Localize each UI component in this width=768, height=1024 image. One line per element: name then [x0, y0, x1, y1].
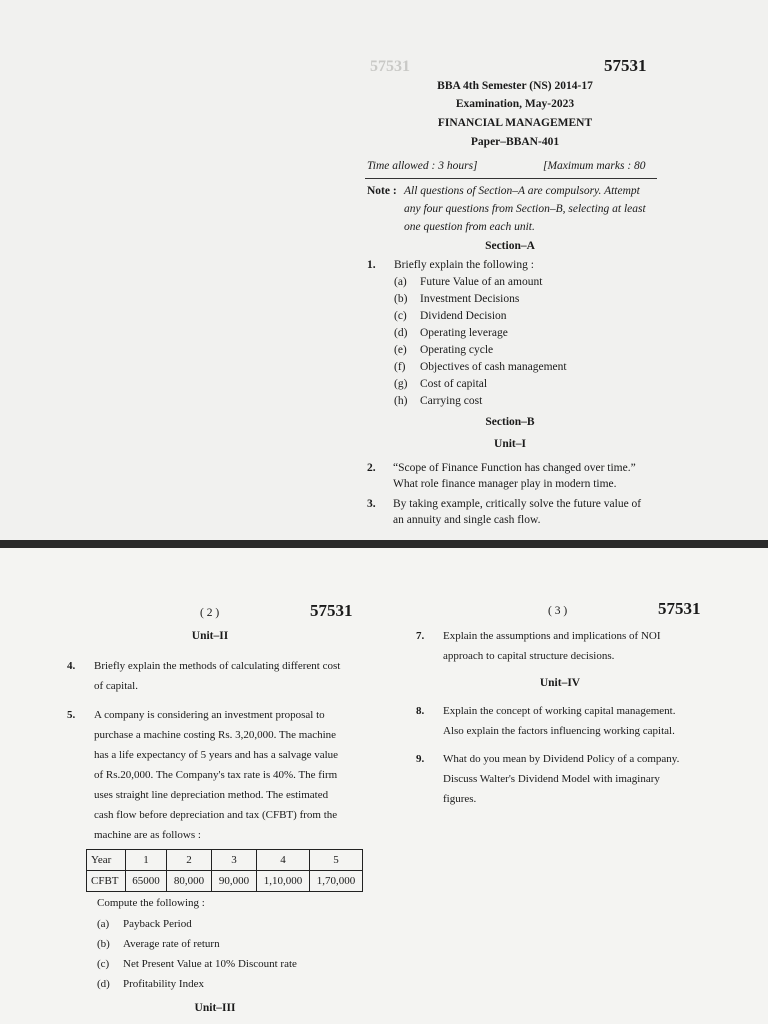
paper-code: 57531: [604, 56, 647, 75]
q1-number: 1.: [367, 259, 376, 271]
q1-item: (b) Investment Decisions: [394, 293, 520, 305]
table-cell: 1: [126, 850, 167, 871]
q1-item: (f) Objectives of cash management: [394, 361, 567, 373]
section-a-heading: Section–A: [485, 240, 535, 252]
table-cell: 3: [212, 850, 257, 871]
question-9: 9. What do you mean by Dividend Policy of a company. Discuss Walter's Dividend Model with imaginary figures.: [416, 753, 680, 805]
header-paper: Paper–BBAN-401: [470, 136, 560, 148]
paper-code-page-2: 57531: [310, 601, 353, 620]
table-row: [87, 871, 363, 892]
note-label: Note :: [367, 185, 397, 197]
question-5: 5. A company is considering an investment proposal to purchase a machine costing Rs. 3,20,000. The machine has a life expectancy of 5 years and has a salvage value of Rs.20,000. The Company's tax rate is 40%. The firm uses straight line depreciation method. The estimated cash flow before depreciation and tax (CFBT) from the machine are as follows :: [67, 709, 339, 841]
compute-item: (c) Net Present Value at 10% Discount rate: [97, 958, 297, 970]
unit-2-heading: Unit–II: [191, 630, 229, 642]
page-divider: [0, 540, 768, 548]
header-rule: [365, 178, 657, 179]
page-number-3: ( 3 ): [548, 605, 568, 617]
unit-3-heading: Unit–III: [194, 1002, 236, 1014]
time-allowed: Time allowed : 3 hours]: [367, 160, 478, 172]
header-semester: BBA 4th Semester (NS) 2014-17: [437, 80, 593, 92]
table-cell: 80,000: [167, 871, 212, 892]
table-cell: 2: [167, 850, 212, 871]
question-8: 8. Explain the concept of working capital management. Also explain the factors influencing working capital.: [416, 705, 676, 737]
header-exam: Examination, May-2023: [455, 98, 575, 110]
table-cell: CFBT: [87, 871, 126, 892]
q1-item: (g) Cost of capital: [394, 378, 488, 390]
unit-4-heading: Unit–IV: [539, 677, 581, 689]
table-row: [87, 850, 363, 871]
header-subject: FINANCIAL MANAGEMENT: [437, 117, 593, 129]
q1-item: (c) Dividend Decision: [394, 310, 507, 322]
q1-item: (d) Operating leverage: [394, 327, 508, 339]
maximum-marks: [Maximum marks : 80: [543, 160, 646, 172]
paper-code-page-3: 57531: [658, 599, 701, 618]
note-line-2: any four questions from Section–B, selecting at least: [404, 203, 646, 215]
q1-item: (h) Carrying cost: [394, 395, 483, 407]
question-3: 3. By taking example, critically solve the future value of an annuity and single cash flow.: [367, 498, 642, 526]
q1-item: (e) Operating cycle: [394, 344, 494, 356]
table-cell: 90,000: [212, 871, 257, 892]
compute-heading: Compute the following :: [97, 897, 205, 909]
bleed-through-mark: 57531: [370, 58, 410, 75]
page-number-2: ( 2 ): [200, 607, 220, 619]
table-cell: 1,70,000: [310, 871, 363, 892]
compute-item: (b) Average rate of return: [97, 938, 220, 950]
q1-text: Briefly explain the following :: [394, 259, 534, 271]
table-cell: 5: [310, 850, 363, 871]
question-2: 2. “Scope of Finance Function has changed over time.” What role finance manager play in modern time.: [367, 462, 636, 490]
table-cell: Year: [87, 850, 126, 871]
compute-item: (d) Profitability Index: [97, 978, 204, 990]
note-line-3: one question from each unit.: [404, 221, 535, 233]
table-cell: 1,10,000: [257, 871, 310, 892]
q1-item: (a) Future Value of an amount: [394, 276, 543, 288]
table-cell: 65000: [126, 871, 167, 892]
question-7: 7. Explain the assumptions and implications of NOI approach to capital structure decisions.: [416, 630, 661, 662]
cfbt-table: [86, 849, 363, 892]
section-b-heading: Section–B: [485, 416, 535, 428]
compute-item: (a) Payback Period: [97, 918, 192, 930]
table-cell: 4: [257, 850, 310, 871]
unit-1-heading: Unit–I: [494, 438, 526, 450]
note-line-1: All questions of Section–A are compulsory. Attempt: [404, 185, 640, 197]
question-4: 4. Briefly explain the methods of calculating different cost of capital.: [67, 660, 341, 692]
